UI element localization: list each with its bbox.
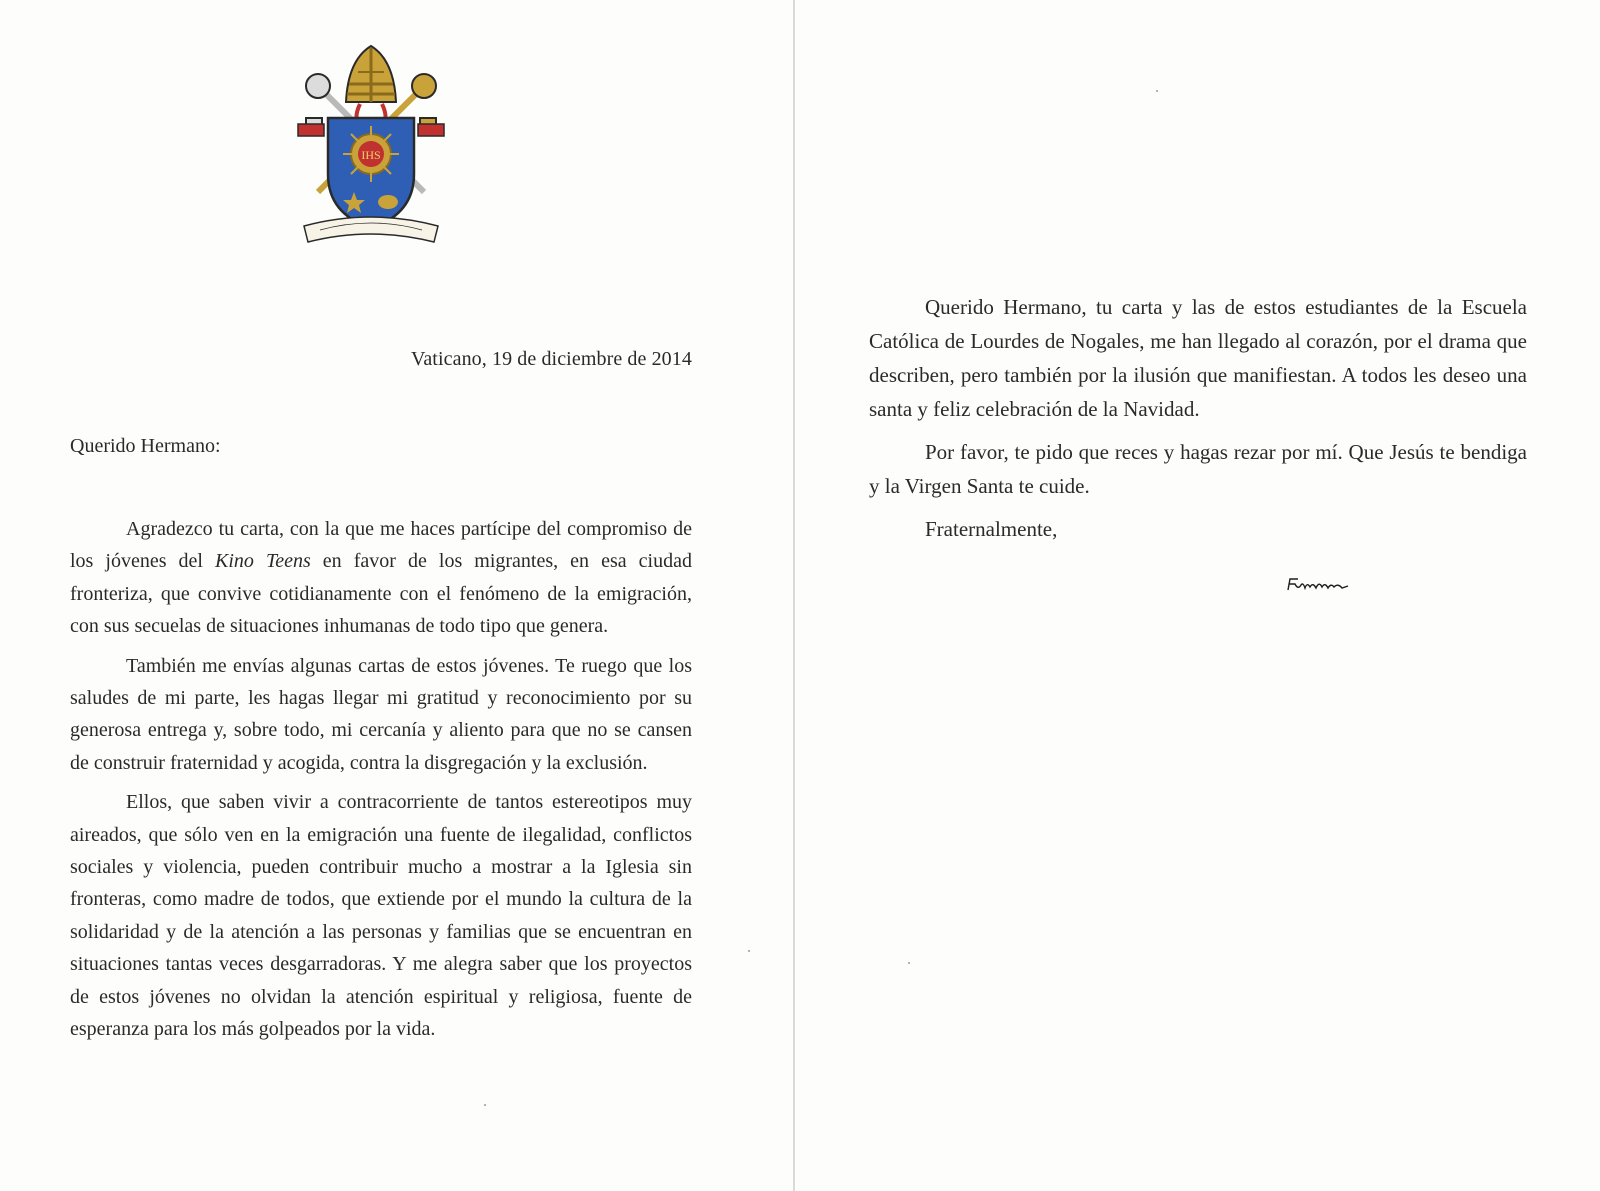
paragraph-1: Agradezco tu carta, con la que me haces partícipe del compromiso de los jóvenes del Kino Teens en favor de los migrantes, en esa ciudad fronteriza, que convive cotidianamente con el fenómeno de la emigración, con sus secuelas de situaciones inhumanas de todo tipo que genera.	[70, 518, 692, 638]
svg-text:IHS: IHS	[361, 148, 381, 162]
paragraph-3: Ellos, que saben vivir a contracorriente de tantos estereotipos muy aireados, que sólo ven en la emigración una fuente de ilegalidad, conflictos sociales y violencia, pueden contribuir mucho a mostrar a la Iglesia sin fronteras, como madre de todos, que extiende por el mundo la cultura de la solidaridad y de la atención a las personas y familias que se encuentran en situaciones tantas veces desgarradoras. Y me alegra saber que los proyectos de estos jóvenes no olvidan la atención espiritual y religiosa, fuente de esperanza para los más golpeados por la vida.	[70, 791, 692, 1041]
letter-closing: Fraternalmente,	[925, 517, 1058, 541]
shield-icon	[328, 118, 414, 228]
mitre-icon	[346, 46, 396, 126]
letter-date: Vaticano, 19 de diciembre de 2014	[411, 348, 692, 370]
scan-speck	[908, 962, 910, 964]
scan-speck	[1156, 90, 1158, 92]
letter-body-left	[70, 513, 692, 1053]
letter-page-right	[796, 0, 1600, 1191]
paragraph-4: Querido Hermano, tu carta y las de estos estudiantes de la Escuela Católica de Lourdes de Nogales, me han llegado al corazón, por el drama que describen, pero también por la ilusión que manifiestan. A todos les deseo una santa y feliz celebración de la Navidad.	[869, 295, 1527, 421]
paragraph-5: Por favor, te pido que reces y hagas rezar por mí. Que Jesús te bendiga y la Virgen Santa te cuide.	[869, 440, 1527, 498]
motto-ribbon	[304, 217, 438, 242]
kino-teens-emphasis: Kino Teens	[215, 550, 311, 573]
paragraph-2: También me envías algunas cartas de estos jóvenes. Te ruego que los saludes de mi parte, les hagas llegar mi gratitud y reconocimiento por su generosa entrega y, sobre todo, mi cercanía y aliento para que no se cansen de construir fraternidad y acogida, contra la disgregación y la exclusión.	[70, 654, 692, 774]
scan-speck	[484, 1104, 486, 1106]
scan-speck	[748, 950, 750, 952]
page-fold-divider	[793, 0, 795, 1191]
letter-salutation: Querido Hermano:	[70, 435, 221, 457]
signature	[1286, 576, 1356, 594]
letter-page-left	[0, 0, 793, 1191]
letter-body-right	[869, 290, 1527, 546]
papal-coat-of-arms-icon	[296, 42, 446, 252]
